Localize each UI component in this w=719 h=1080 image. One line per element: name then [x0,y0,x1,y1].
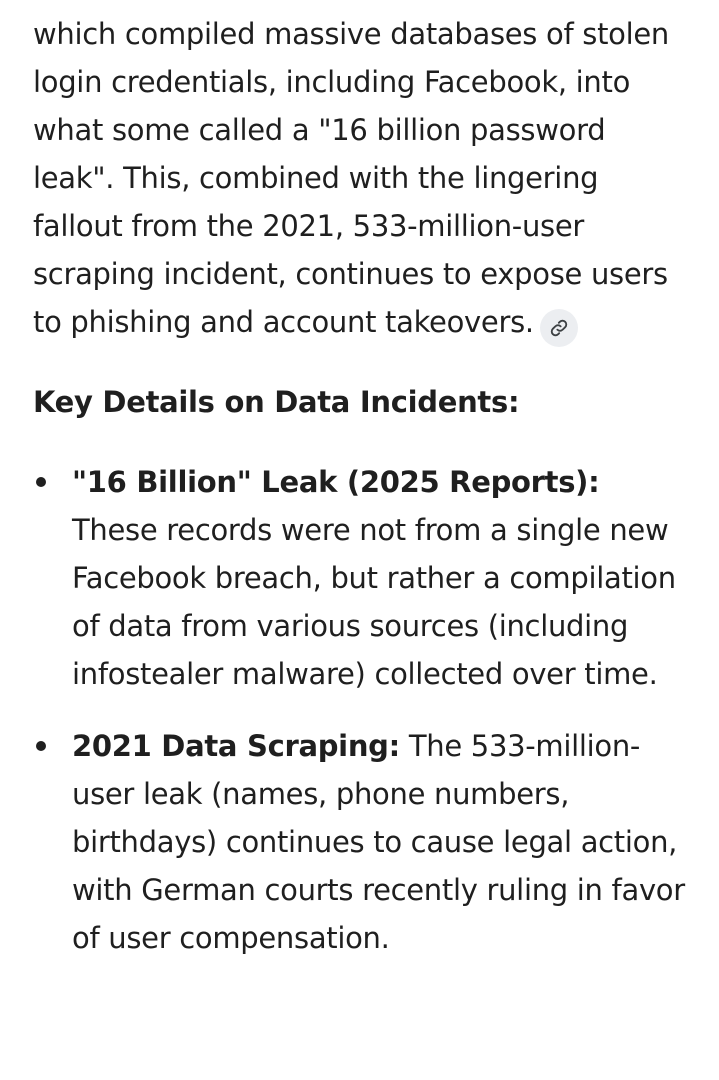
list-item-title: "16 Billion" Leak (2025 Reports): [72,465,600,499]
list-item-text: The 533-million-user leak (names, phone numbers, birthdays) continues to cause legal action, with German courts recently ruling in favor of user compensation. [72,729,685,955]
section-heading: Key Details on Data Incidents: [33,385,520,419]
source-link-button[interactable] [540,309,578,347]
link-icon [549,318,569,338]
response-content [33,10,693,986]
intro-paragraph [33,10,693,347]
list-item-text: These records were not from a single new Facebook breach, but rather a compilation of data from various sources (including infostealer malware) collected over time. [72,513,676,691]
incident-list [33,458,693,962]
intro-paragraph-text: which compiled massive databases of stolen login credentials, including Facebook, into what some called a "16 billion password leak". This, combined with the lingering fallout from the 2021, 533-million-user scraping incident, continues to expose users to phishing and account takeovers. [33,17,669,339]
list-item [33,722,693,962]
list-item-title: 2021 Data Scraping: [72,729,400,763]
bullet-icon [36,477,46,487]
list-item [33,458,693,698]
bullet-icon [36,741,46,751]
